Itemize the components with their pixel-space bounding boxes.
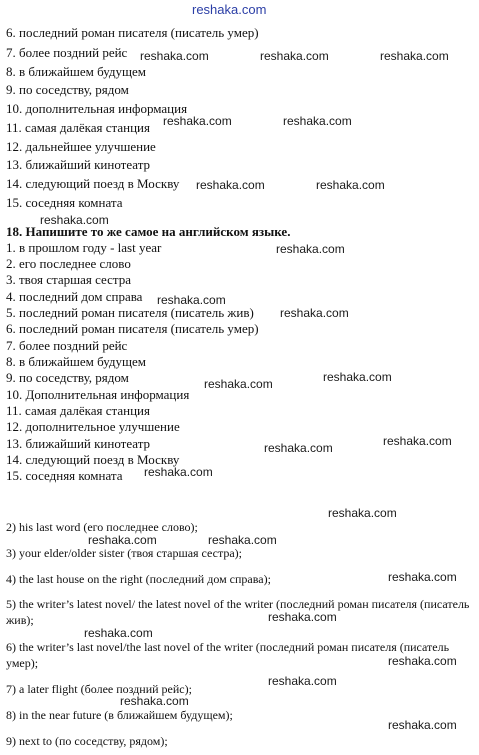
watermark: reshaka.com — [120, 694, 189, 708]
watermark: reshaka.com — [140, 49, 209, 63]
list-item: 15. соседняя комната — [6, 468, 123, 483]
watermark: reshaka.com — [144, 465, 213, 479]
exercise-title: 18. Напишите то же самое на английском языке. — [6, 224, 291, 239]
watermark: reshaka.com — [388, 654, 457, 668]
watermark: reshaka.com — [163, 114, 232, 128]
watermark: reshaka.com — [264, 441, 333, 455]
list-item: 1. в прошлом году - last year — [6, 240, 162, 255]
list-item: 6. последний роман писателя (писатель умер) — [6, 321, 259, 336]
watermark: reshaka.com — [84, 626, 153, 640]
answer-item: 6) the writer’s last novel/the last novel of the writer (последний роман писателя (писатель умер); — [6, 640, 450, 670]
watermark: reshaka.com — [316, 178, 385, 192]
list-item: 13. ближайший кинотеатр — [6, 436, 151, 451]
list-item: 12. дополнительное улучшение — [6, 419, 180, 434]
watermark: reshaka.com — [383, 434, 452, 448]
watermark: reshaka.com — [280, 306, 349, 320]
list-item: 15. соседняя комната — [6, 195, 123, 210]
list-item: 14. следующий поезд в Москву — [6, 176, 180, 191]
list-item: 14. следующий поезд в Москву — [6, 452, 180, 467]
watermark: reshaka.com — [157, 293, 226, 307]
answer-item: 5) the writer’s latest novel/ the latest novel of the writer (последний роман писателя (писатель жив); — [6, 597, 470, 627]
list-item: 2. его последнее слово — [6, 256, 131, 271]
watermark: reshaka.com — [283, 114, 352, 128]
list-item: 13. ближайший кинотеатр — [6, 157, 151, 172]
list-item: 6. последний роман писателя (писатель умер) — [6, 25, 259, 40]
list-item: 10. дополнительная информация — [6, 101, 188, 116]
list-item: 8. в ближайшем будущем — [6, 354, 147, 369]
watermark: reshaka.com — [192, 2, 267, 17]
watermark: reshaka.com — [276, 242, 345, 256]
watermark: reshaka.com — [323, 370, 392, 384]
answer-item: 9) next to (по соседству, рядом); — [6, 734, 168, 748]
watermark: reshaka.com — [268, 610, 337, 624]
answer-item: 3) your elder/older sister (твоя старшая сестра); — [6, 546, 243, 560]
watermark: reshaka.com — [196, 178, 265, 192]
watermark: reshaka.com — [388, 570, 457, 584]
list-item: 11. самая далёкая станция — [6, 120, 150, 135]
list-item: 7. более поздний рейс — [6, 338, 128, 353]
answer-item: 8) in the near future (в ближайшем будущем); — [6, 708, 233, 722]
watermark: reshaka.com — [260, 49, 329, 63]
watermark: reshaka.com — [268, 674, 337, 688]
answer-item: 4) the last house on the right (последний дом справа); — [6, 572, 271, 586]
list-item: 8. в ближайшем будущем — [6, 64, 147, 79]
watermark: reshaka.com — [380, 49, 449, 63]
watermark: reshaka.com — [40, 213, 109, 227]
list-item: 3. твоя старшая сестра — [6, 272, 132, 287]
list-item: 4. последний дом справа — [6, 289, 143, 304]
list-item: 9. по соседству, рядом — [6, 370, 129, 385]
watermark: reshaka.com — [88, 533, 157, 547]
list-item: 5. последний роман писателя (писатель жив) — [6, 305, 254, 320]
list-item: 7. более поздний рейс — [6, 45, 128, 60]
watermark: reshaka.com — [204, 377, 273, 391]
answer-item: 7) a later flight (более поздний рейс); — [6, 682, 192, 696]
answer-item: 2) his last word (его последнее слово); — [6, 520, 198, 534]
watermark: reshaka.com — [328, 506, 397, 520]
list-item: 12. дальнейшее улучшение — [6, 139, 156, 154]
list-item: 11. самая далёкая станция — [6, 403, 150, 418]
list-item: 10. Дополнительная информация — [6, 387, 190, 402]
watermark: reshaka.com — [388, 718, 457, 732]
watermark: reshaka.com — [208, 533, 277, 547]
list-item: 9. по соседству, рядом — [6, 82, 129, 97]
